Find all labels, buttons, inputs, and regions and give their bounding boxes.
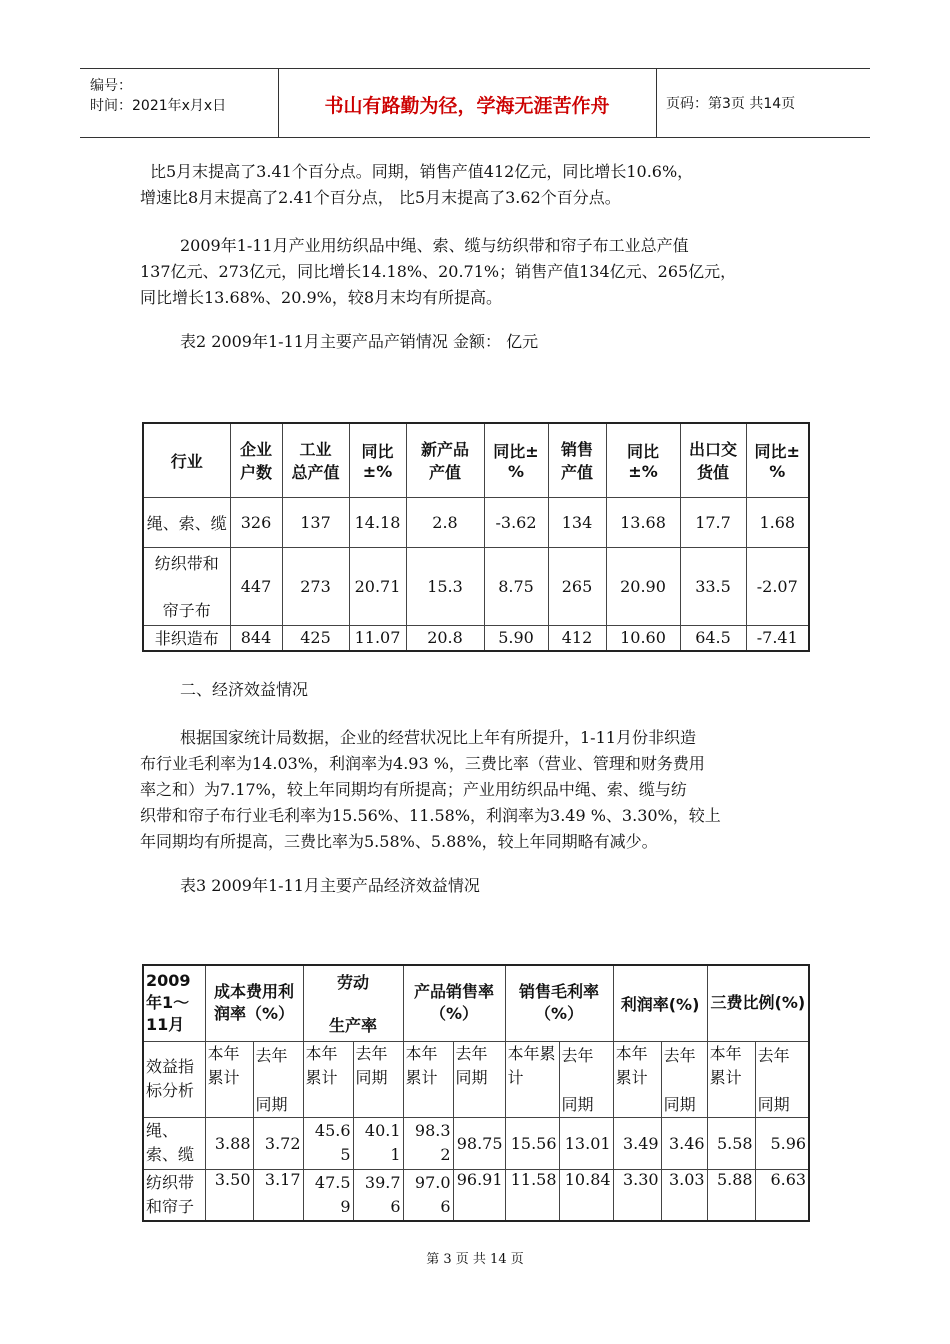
table-cell: 39.76 [353, 1169, 403, 1221]
row-label: 纺织带和帘子 [143, 1169, 205, 1221]
table-cell: 15.3 [406, 547, 484, 625]
table-cell: 5.96 [755, 1117, 809, 1169]
group-header: 成本费用利润率（%） [205, 965, 303, 1041]
subheader-text: 同期 [663, 1095, 696, 1114]
table-cell: 33.5 [680, 547, 746, 625]
table-cell: 3.46 [661, 1117, 707, 1169]
table-cell: 3.72 [253, 1117, 303, 1169]
header-cell [606, 423, 680, 497]
table-row [143, 547, 809, 625]
header-text: 同比 [361, 442, 394, 462]
subheader-cell [559, 1041, 613, 1117]
header-text: ±% [628, 462, 658, 482]
header-page-label: 页码：第3页 共14页 [666, 96, 796, 112]
subheader-cell: 去年同期 [453, 1041, 505, 1117]
subheader-text: 去年 [561, 1046, 594, 1065]
table-cell: 14.18 [349, 497, 406, 547]
subheader-cell: 本年累计 [505, 1041, 559, 1117]
table-header-row [143, 423, 809, 497]
table-cell: 3.49 [613, 1117, 661, 1169]
table-cell: 447 [230, 547, 282, 625]
table-header-row [143, 965, 809, 1041]
subheader-cell: 本年累计 [707, 1041, 755, 1117]
table-cell: 96.91 [453, 1169, 505, 1221]
table-cell: 3.88 [205, 1117, 253, 1169]
header-text: 生产率 [329, 1016, 378, 1036]
header-text: 工业 [299, 440, 332, 460]
table-cell: 134 [548, 497, 606, 547]
header-text: 同比 [626, 442, 659, 462]
header-text: 销售 [560, 440, 593, 460]
table-cell: 45.65 [303, 1117, 353, 1169]
table-cell: 20.8 [406, 625, 484, 651]
table-cell: 17.7 [680, 497, 746, 547]
table2-caption: 表2 2009年1-11月主要产品产销情况 金额： 亿元 [180, 332, 539, 351]
subheader-text: 同期 [561, 1095, 594, 1114]
subheader-cell: 去年同期 [353, 1041, 403, 1117]
paragraph-line: 年同期均有所提高，三费比率为5.58%、5.88%，较上年同期略有减少。 [140, 832, 658, 851]
subheader-text: 去年 [455, 1043, 488, 1063]
table-cell: 3.50 [205, 1169, 253, 1221]
paragraph-line: 2009年1-11月产业用纺织品中绳、索、缆与纺织带和帘子布工业总产值 [180, 236, 689, 255]
header-cell [406, 423, 484, 497]
table-cell: 844 [230, 625, 282, 651]
table-cell: 47.59 [303, 1169, 353, 1221]
table-row [143, 497, 809, 547]
table-cell: 11.58 [505, 1169, 559, 1221]
table-cell: 10.60 [606, 625, 680, 651]
table-cell: 3.17 [253, 1169, 303, 1221]
subheader-cell: 本年累计 [613, 1041, 661, 1117]
subheader-cell [661, 1041, 707, 1117]
table-cell: 5.90 [484, 625, 548, 651]
table-cell: 2.8 [406, 497, 484, 547]
group-header: 三费比例(%) [707, 965, 809, 1041]
subheader-text: 去年 [663, 1046, 696, 1065]
subheader-cell [755, 1041, 809, 1117]
row-label [143, 547, 230, 625]
header-cell: 出口交货值 [680, 423, 746, 497]
paragraph-line: 织带和帘子布行业毛利率为15.56%、11.58%，利润率为3.49 %、3.30%，较上 [140, 806, 721, 825]
header-text: 劳动 [337, 973, 370, 993]
subheader-cell [253, 1041, 303, 1117]
paragraph-line: 率之和）为7.17%，较上年同期均有所提高；产业用纺织品中绳、索、缆与纺 [140, 780, 687, 799]
subheader-cell: 本年累计 [205, 1041, 253, 1117]
header-cell [282, 423, 349, 497]
page-header [80, 68, 870, 138]
paragraph-line: 同比增长13.68%、20.9%，较8月末均有所提高。 [140, 288, 503, 307]
corner-cell: 2009年1～11月 [143, 965, 205, 1041]
table-cell: -3.62 [484, 497, 548, 547]
row-label: 绳、索、缆 [143, 1117, 205, 1169]
table-row [143, 1169, 809, 1221]
subheader-text: 同期 [757, 1095, 790, 1114]
header-cell: 行业 [143, 423, 230, 497]
table-cell: 425 [282, 625, 349, 651]
table-cell: -7.41 [746, 625, 809, 651]
header-divider [656, 69, 657, 137]
table-cell: 64.5 [680, 625, 746, 651]
paragraph-line: 增速比8月末提高了2.41个百分点， 比5月末提高了3.62个百分点。 [140, 188, 621, 207]
header-text: 产值 [428, 463, 461, 483]
table-cell: 3.03 [661, 1169, 707, 1221]
table-cell: 98.32 [403, 1117, 453, 1169]
header-text: 总产值 [291, 463, 340, 483]
row-label-text: 帘子布 [162, 601, 211, 620]
subheader-text: 同期 [255, 1095, 288, 1114]
header-text: 产值 [560, 463, 593, 483]
table-cell: 8.75 [484, 547, 548, 625]
header-cell [548, 423, 606, 497]
table-subheader-row [143, 1041, 809, 1117]
table-cell: 20.90 [606, 547, 680, 625]
paragraph-line: 比5月末提高了3.41个百分点。同期，销售产值412亿元，同比增长10.6%， [150, 162, 694, 181]
table-cell: 40.11 [353, 1117, 403, 1169]
group-header: 利润率(%) [613, 965, 707, 1041]
table-cell: 265 [548, 547, 606, 625]
subheader-label: 效益指标分析 [143, 1041, 205, 1117]
table-cell: 97.06 [403, 1169, 453, 1221]
group-header [303, 965, 403, 1041]
table-cell: 10.84 [559, 1169, 613, 1221]
header-text: ±% [362, 462, 393, 482]
subheader-cell: 本年累计 [403, 1041, 453, 1117]
page-footer: 第 3 页 共 14 页 [426, 1252, 524, 1267]
table-cell: 6.63 [755, 1169, 809, 1221]
table-row [143, 625, 809, 651]
group-header: 产品销售率（%） [403, 965, 505, 1041]
header-cell: 同比±% [484, 423, 548, 497]
serial-label: 编号： [90, 78, 132, 94]
row-label-text: 纺织带和 [154, 554, 219, 573]
table-cell: 137 [282, 497, 349, 547]
paragraph-line: 布行业毛利率为14.03%，利润率为4.93 %，三费比率（营业、管理和财务费用 [140, 754, 705, 773]
table-cell: 98.75 [453, 1117, 505, 1169]
table-cell: 412 [548, 625, 606, 651]
table-cell: 15.56 [505, 1117, 559, 1169]
header-cell [349, 423, 406, 497]
header-motto: 书山有路勤为径，学海无涯苦作舟 [324, 95, 610, 117]
table-cell: 5.88 [707, 1169, 755, 1221]
header-cell: 企业户数 [230, 423, 282, 497]
table-cell: 5.58 [707, 1117, 755, 1169]
table-cell: 3.30 [613, 1169, 661, 1221]
table-row [143, 1117, 809, 1169]
table-cell: 13.01 [559, 1117, 613, 1169]
table-cell: 1.68 [746, 497, 809, 547]
paragraph-line: 根据国家统计局数据，企业的经营状况比上年有所提升，1-11月份非织造 [180, 728, 696, 747]
date-label: 时间：2021年x月x日 [90, 98, 227, 114]
table3-caption: 表3 2009年1-11月主要产品经济效益情况 [180, 876, 480, 895]
table-cell: -2.07 [746, 547, 809, 625]
table-cell: 13.68 [606, 497, 680, 547]
header-text: 新产品 [420, 440, 469, 460]
paragraph-line: 137亿元、273亿元，同比增长14.18%、20.71%；销售产值134亿元、265亿元， [140, 262, 737, 281]
table-cell: 20.71 [349, 547, 406, 625]
row-label: 非织造布 [143, 625, 230, 651]
header-cell: 同比±% [746, 423, 809, 497]
row-label: 绳、索、缆 [143, 497, 230, 547]
table-cell: 273 [282, 547, 349, 625]
section-title: 二、经济效益情况 [180, 680, 309, 699]
table-economic-benefit [142, 964, 810, 1222]
subheader-text: 去年 [255, 1046, 288, 1065]
subheader-text: 去年 [355, 1043, 388, 1063]
subheader-text: 去年 [757, 1046, 790, 1065]
group-header: 销售毛利率（%） [505, 965, 613, 1041]
table-production-sales [142, 422, 810, 652]
table-cell: 326 [230, 497, 282, 547]
subheader-cell: 本年累计 [303, 1041, 353, 1117]
table-cell: 11.07 [349, 625, 406, 651]
